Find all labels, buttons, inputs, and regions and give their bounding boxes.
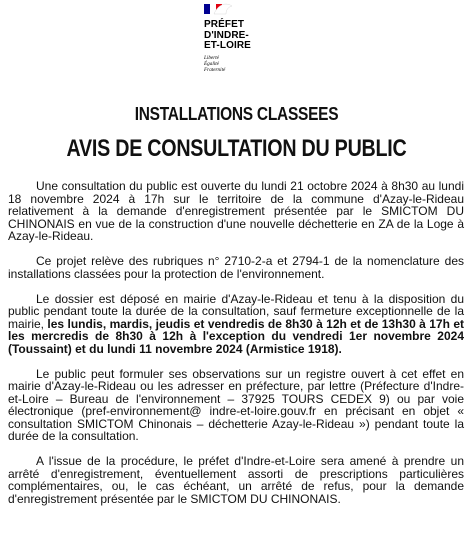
logo-text	[204, 20, 304, 52]
paragraph-dossier-hours: les lundis, mardis, jeudis et vendredis de 8h30 à 12h et de 13h30 à 17h et les mercredis de 8h30 à 12h à l'exception du vendredi 1er novembre 2024 (Toussaint) et du lundi 11 novembre 2024 (Armistice 1918).	[8, 316, 464, 356]
paragraph-procedure: A l'issue de la procédure, le préfet d'Indre-et-Loire sera amené à prendre un arrêté d'enregistrement, éventuellement assorti de prescriptions particulières complémentaires, ou, le cas échéant, un arrêté de refus, pour la demande d'enregistrement présentée par le SMICTOM DU CHINONAIS.	[8, 454, 464, 506]
notice-title: INSTALLATIONS CLASSEES	[134, 104, 339, 124]
paragraph-rubriques: Ce projet relève des rubriques n° 2710-2-a et 2794-1 de la nomenclature des installations classées pour la protection de l'environnement.	[8, 254, 464, 281]
motto-line: Liberté	[204, 54, 219, 61]
prefecture-logo	[194, 4, 304, 73]
logo-line: D'INDRE-	[204, 29, 249, 41]
notice-body	[8, 180, 464, 505]
marianne-icon	[212, 2, 234, 16]
motto-line: Fraternité	[204, 66, 226, 73]
paragraph-consultation: Une consultation du public est ouverte du lundi 21 octobre 2024 à 8h30 au lundi 18 novembre 2024 à 17h sur le territoire de la commune d'Azay-le-Rideau relativement à la demande d'enregistrement présentée par le SMICTOM DU CHINONAIS en vue de la construction d'une nouvelle déchetterie en ZA de la Loge à Azay-le-Rideau.	[8, 179, 464, 243]
notice-subtitle: AVIS DE CONSULTATION DU PUBLIC	[66, 135, 407, 162]
paragraph-observations: Le public peut formuler ses observations sur un registre ouvert à cet effet en mairie d'Azay-le-Rideau ou les adresser en préfecture, par lettre (Préfecture d'Indre-et-Loire – Bureau de l'environnement – 37925 TOURS CEDEX 9) ou par voie électronique (pref-environnement@ indre-et-loire.gouv.fr en précisant en objet « consultation SMICTOM Chinonais – déchetterie Azay-le-Rideau ») pendant toute la durée de la consultation.	[8, 366, 464, 443]
logo-line: ET-LOIRE	[204, 40, 251, 51]
motto-line: Égalité	[204, 60, 219, 67]
paragraph-dossier	[8, 293, 464, 356]
logo-line: PRÉFET	[204, 19, 245, 30]
motto	[204, 55, 304, 73]
paragraph-dossier-text: Le dossier est déposé en mairie d'Azay-le-Rideau et tenu à la disposition du public pendant toute la durée de la consultation, sauf fermeture exceptionnelle de la mairie,	[8, 291, 464, 331]
